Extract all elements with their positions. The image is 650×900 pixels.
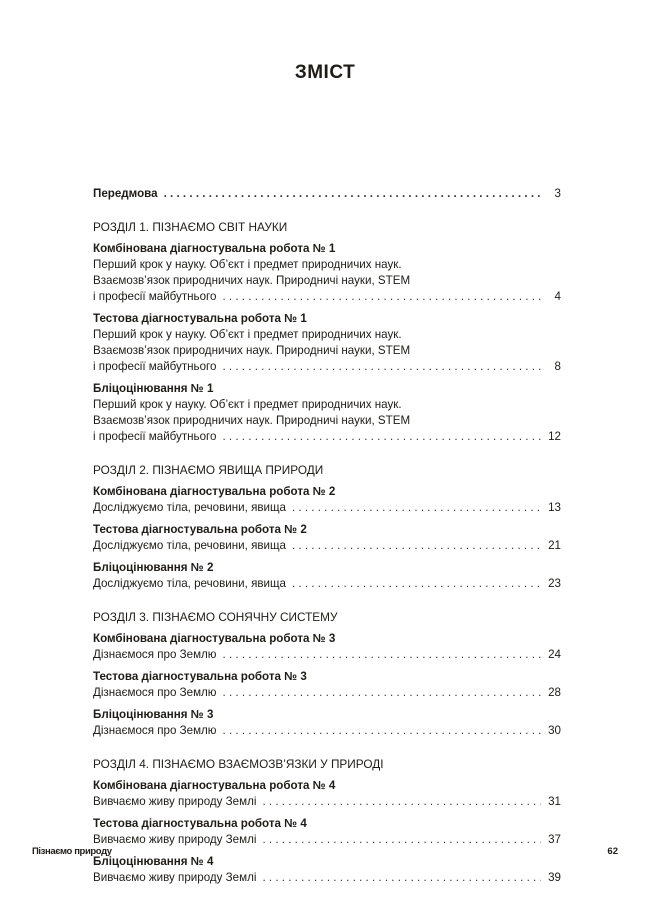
dot-leader	[222, 429, 541, 445]
dot-leader	[223, 685, 541, 701]
toc-entry-subtitle: Досліджуємо тіла, речовини, явища	[93, 501, 286, 514]
toc-entry-title: Тестова діагностувальна робота № 2	[93, 523, 307, 536]
toc-page-number: 39	[548, 871, 561, 884]
table-of-contents	[93, 186, 561, 892]
footer-book-title: Пізнаємо природу	[32, 846, 112, 857]
toc-entry-subtitle: Досліджуємо тіла, речовини, явища	[93, 577, 286, 590]
toc-page-number: 12	[548, 430, 561, 443]
toc-entry[interactable]	[93, 522, 561, 554]
toc-page-number: 31	[548, 795, 561, 808]
dot-leader	[222, 359, 541, 375]
toc-entry-row	[93, 870, 561, 886]
toc-entry[interactable]	[93, 854, 561, 886]
toc-entry-title: Тестова діагностувальна робота № 3	[93, 670, 307, 683]
toc-page-number: 4	[554, 290, 561, 303]
dot-leader	[292, 500, 541, 516]
toc-page-number: 21	[548, 539, 561, 552]
toc-page-number: 13	[548, 501, 561, 514]
toc-preface[interactable]	[93, 186, 561, 202]
toc-entry-title: Бліцоцінювання № 3	[93, 708, 214, 721]
toc-entry-title: Бліцоцінювання № 2	[93, 561, 214, 574]
toc-page-number: 28	[548, 686, 561, 699]
toc-page-number: 37	[548, 833, 561, 846]
toc-entry-row	[93, 538, 561, 554]
toc-entry-row	[93, 576, 561, 592]
toc-entry-subtitle: і професії майбутнього	[93, 430, 217, 443]
toc-entry-title: Комбінована діагностувальна робота № 3	[93, 632, 336, 645]
toc-entry-title: Бліцоцінювання № 1	[93, 382, 214, 395]
toc-section-heading: РОЗДІЛ 1. ПІЗНАЄМО СВІТ НАУКИ	[93, 220, 288, 234]
toc-entry-row	[93, 429, 561, 445]
toc-entry-row	[93, 794, 561, 810]
toc-entry-subtitle: Дізнаємося про Землю	[93, 724, 217, 737]
toc-entry-subtitle-line: Перший крок у науку. Об’єкт і предмет природничих наук.	[93, 258, 402, 271]
toc-page-number: 30	[548, 724, 561, 737]
toc-section-heading: РОЗДІЛ 4. ПІЗНАЄМО ВЗАЄМОЗВ’ЯЗКИ У ПРИРОДІ	[93, 757, 384, 771]
toc-entry-row	[93, 685, 561, 701]
toc-entry-subtitle: Дізнаємося про Землю	[93, 648, 217, 661]
toc-entry[interactable]	[93, 560, 561, 592]
toc-entry-title: Комбінована діагностувальна робота № 2	[93, 485, 336, 498]
dot-leader	[262, 870, 541, 886]
toc-entry-subtitle-line: Перший крок у науку. Об’єкт і предмет природничих наук.	[93, 328, 402, 341]
toc-entry-row	[93, 359, 561, 375]
toc-entry[interactable]	[93, 484, 561, 516]
toc-entry-title: Комбінована діагностувальна робота № 4	[93, 779, 336, 792]
toc-entry[interactable]	[93, 311, 561, 375]
toc-entry-subtitle-line: Взаємозв’язок природничих наук. Природничі науки, STEM	[93, 344, 411, 357]
toc-entry-row	[93, 289, 561, 305]
toc-entry[interactable]	[93, 707, 561, 739]
toc-entry-row	[93, 647, 561, 663]
toc-entry-subtitle: Дізнаємося про Землю	[93, 686, 217, 699]
dot-leader	[223, 723, 541, 739]
toc-entry[interactable]	[93, 241, 561, 305]
page-title: ЗМІСТ	[294, 62, 356, 83]
dot-leader	[223, 647, 541, 663]
toc-entry-title: Бліцоцінювання № 4	[93, 855, 214, 868]
toc-preface-label: Передмова	[93, 187, 158, 200]
toc-entry-title: Комбінована діагностувальна робота № 1	[93, 242, 336, 255]
toc-entry-row	[93, 723, 561, 739]
dot-leader	[164, 186, 541, 202]
toc-page-number: 24	[548, 648, 561, 661]
toc-section-heading: РОЗДІЛ 2. ПІЗНАЄМО ЯВИЩА ПРИРОДИ	[93, 463, 324, 477]
toc-entry-title: Тестова діагностувальна робота № 4	[93, 817, 307, 830]
toc-entry[interactable]	[93, 631, 561, 663]
toc-entry-subtitle-line: Взаємозв’язок природничих наук. Природничі науки, STEM	[93, 414, 411, 427]
toc-page-number: 23	[548, 577, 561, 590]
toc-entry[interactable]	[93, 381, 561, 445]
toc-page-number: 3	[554, 187, 561, 200]
toc-entry-subtitle: Досліджуємо тіла, речовини, явища	[93, 539, 286, 552]
toc-entry-subtitle: Вивчаємо живу природу Землі	[93, 871, 257, 884]
toc-entry-subtitle-line: Перший крок у науку. Об’єкт і предмет природничих наук.	[93, 398, 402, 411]
toc-entry[interactable]	[93, 669, 561, 701]
toc-entry[interactable]	[93, 816, 561, 848]
toc-section-heading: РОЗДІЛ 3. ПІЗНАЄМО СОНЯЧНУ СИСТЕМУ	[93, 610, 338, 624]
toc-sections	[93, 219, 561, 886]
dot-leader	[292, 576, 541, 592]
dot-leader	[262, 794, 541, 810]
dot-leader	[292, 538, 541, 554]
toc-entry-subtitle: і професії майбутнього	[93, 360, 217, 373]
toc-entry[interactable]	[93, 778, 561, 810]
toc-page-number: 8	[554, 360, 561, 373]
toc-entry-row	[93, 832, 561, 848]
dot-leader	[222, 289, 541, 305]
toc-entry-subtitle: Вивчаємо живу природу Землі	[93, 795, 257, 808]
toc-entry-title: Тестова діагностувальна робота № 1	[93, 312, 307, 325]
dot-leader	[262, 832, 541, 848]
toc-entry-subtitle: Вивчаємо живу природу Землі	[93, 833, 257, 846]
toc-entry-subtitle-line: Взаємозв’язок природничих наук. Природничі науки, STEM	[93, 274, 411, 287]
footer-page-number: 62	[607, 846, 618, 857]
toc-entry-subtitle: і професії майбутнього	[93, 290, 217, 303]
toc-entry-row	[93, 500, 561, 516]
